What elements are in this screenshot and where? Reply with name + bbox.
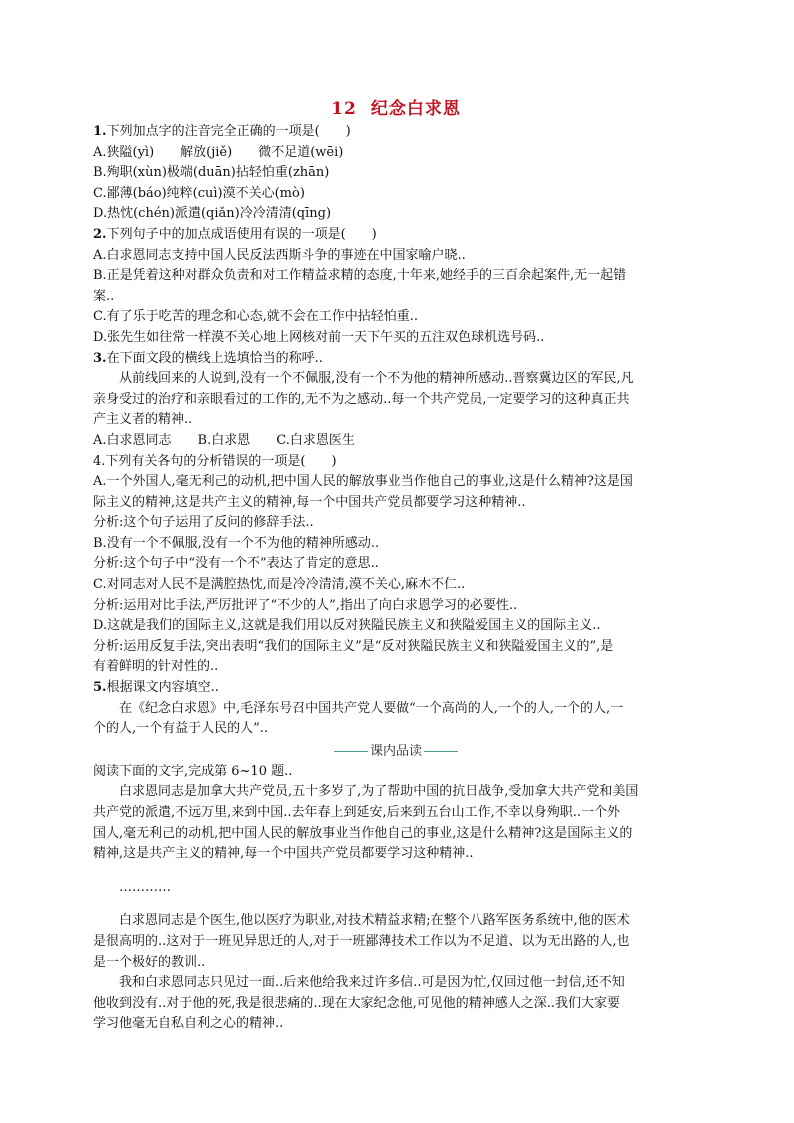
analysis-a: 分析:这个句子运用了反问的修辞手法.. <box>93 515 314 531</box>
passage-line: 共产党的派遣,不远万里,来到中国..去年春上到延安,后来到五台山工作,不幸以身殉职..一个外 <box>93 805 621 820</box>
analysis-d-continued: 有着鲜明的针对性的.. <box>93 659 219 675</box>
section-header <box>93 742 699 762</box>
question-stem: 3.在下面文段的横线上选填恰当的称呼.. <box>93 350 323 366</box>
fill-in-line: 个的人,一个有益于人民的人”.. <box>93 721 269 737</box>
question-5 <box>93 678 699 740</box>
option-d: D.这就是我们的国际主义,这就是我们用以反对狭隘民族主义和狭隘爱国主义的国际主义.. <box>93 618 601 634</box>
option-d: D.热忱(chén)派遣(qiǎn)冷冷清清(qīng) <box>93 206 332 222</box>
option-b: B.白求恩 <box>197 432 251 448</box>
option-a-continued: 际主义的精神,这是共产主义的精神,每一个中国共产党员都要学习这种精神.. <box>93 494 526 510</box>
passage-line: 精神,这是共产主义的精神,每一个中国共产党员都要学习这种精神.. <box>93 846 474 862</box>
question-stem: 4.下列有关各句的分析错误的一项是( ) <box>93 453 337 469</box>
option-c: C.鄙薄(báo)纯粹(cuì)漠不关心(mò) <box>93 185 305 201</box>
reading-passage <box>93 762 699 1035</box>
divider-left <box>334 751 368 752</box>
page-title <box>93 96 699 122</box>
passage-line: 白求恩同志是个医生,他以医疗为职业,对技术精益求精;在整个八路军医务系统中,他的医术 <box>119 913 630 929</box>
option-a: A.狭隘(yì) 解放(jiě) 微不足道(wēi) <box>93 144 344 160</box>
worksheet-page <box>93 96 699 1035</box>
option-a: A.一个外国人,毫无利己的动机,把中国人民的解放事业当作他自己的事业,这是什么精神?这是国 <box>93 474 633 490</box>
passage-line: 学习他毫无自私自利之心的精神.. <box>93 1016 284 1032</box>
passage-line: 白求恩同志是加拿大共产党员,五十多岁了,为了帮助中国的抗日战争,受加拿大共产党和美国 <box>119 784 639 800</box>
option-c: C.对同志对人民不是满腔热忱,而是冷冷清清,漠不关心,麻木不仁.. <box>93 577 466 593</box>
fill-in-line: 在《纪念白求恩》中,毛泽东号召中国共产党人要做“一个高尚的人,一个的人,一个的人,一 <box>119 700 624 716</box>
passage-line: 产主义者的精神.. <box>93 412 193 428</box>
question-number: 3. <box>93 350 107 366</box>
question-number: 2. <box>93 226 107 242</box>
option-d: D.张先生如往常一样漠不关心地上网核对前一天下午买的五注双色球机选号码.. <box>93 329 545 345</box>
question-number: 5. <box>93 680 107 696</box>
question-4 <box>93 452 699 679</box>
option-b: B.殉职(xùn)极端(duān)拈轻怕重(zhān) <box>93 165 330 181</box>
option-a: A.白求恩同志支持中国人民反法西斯斗争的事迹在中国家喻户晓.. <box>93 247 466 263</box>
lesson-title: 纪念白求恩 <box>370 99 461 119</box>
divider-right <box>424 751 458 752</box>
option-c: C.有了乐于吃苦的理念和心态,就不会在工作中拈轻怕重.. <box>93 309 419 325</box>
passage-line: 他收到没有..对于他的死,我是很悲痛的..现在大家纪念他,可见他的精神感人之深..我们大家要 <box>93 995 621 1011</box>
analysis-b: 分析:这个句子中“没有一个不”表达了肯定的意思.. <box>93 556 379 572</box>
question-stem: 1.下列加点字的注音完全正确的一项是( ) <box>93 124 351 139</box>
option-b: B.没有一个不佩服,没有一个不为他的精神所感动.. <box>93 535 380 551</box>
question-1 <box>93 122 699 225</box>
analysis-c: 分析:运用对比手法,严厉批评了“不少的人”,指出了向白求恩学习的必要性.. <box>93 597 518 613</box>
section-label: 课内品读 <box>369 743 422 759</box>
passage-line: 是一个极好的教训.. <box>93 954 206 970</box>
passage-line: 我和白求恩同志只见过一面..后来他给我来过许多信..可是因为忙,仅回过他一封信,还不知 <box>119 975 625 991</box>
question-number: 1. <box>93 124 107 139</box>
analysis-d: 分析:运用反复手法,突出表明“我们的国际主义”是“反对狭隘民族主义和狭隘爱国主义的”,是 <box>93 638 614 654</box>
question-3 <box>93 349 699 452</box>
option-b: B.正是凭着这种对群众负责和对工作精益求精的态度,十年来,她经手的三百余起案件,无一起错 <box>93 268 627 284</box>
question-2 <box>93 225 699 349</box>
question-stem: 5.根据课文内容填空.. <box>93 680 219 696</box>
ellipsis-break: ………… <box>119 879 171 895</box>
lesson-number: 12 <box>331 99 357 119</box>
passage-line: 从前线回来的人说到,没有一个不佩服,没有一个不为他的精神所感动..晋察冀边区的军民,凡 <box>119 371 634 387</box>
question-stem: 2.下列句子中的加点成语使用有误的一项是( ) <box>93 226 377 242</box>
passage-line: 亲身受过的治疗和亲眼看过的工作的,无不为之感动..每一个共产党员,一定要学习的这种真正共 <box>93 391 630 407</box>
answer-options <box>93 431 699 452</box>
reading-intro: 阅读下面的文字,完成第 6~10 题.. <box>93 763 293 779</box>
option-a: A.白求恩同志 <box>93 432 172 448</box>
option-b-continued: 案.. <box>93 288 115 304</box>
passage-line: 是很高明的..这对于一班见异思迁的人,对于一班鄙薄技术工作以为不足道、以为无出路的人,也 <box>93 933 630 949</box>
passage-line: 国人,毫无利己的动机,把中国人民的解放事业当作他自己的事业,这是什么精神?这是国际主义的 <box>93 825 633 841</box>
option-c: C.白求恩医生 <box>276 432 355 448</box>
question-number: 4. <box>93 453 106 469</box>
